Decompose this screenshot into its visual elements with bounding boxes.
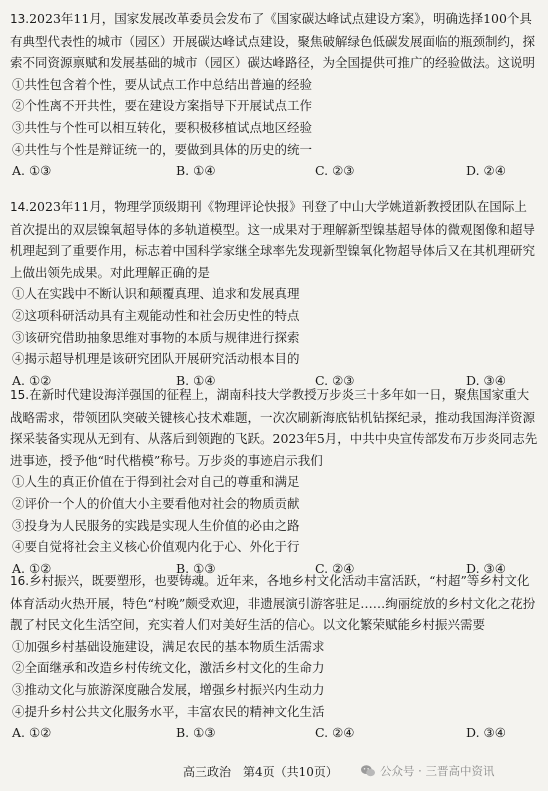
choice-b: B. ①④ bbox=[176, 372, 216, 388]
page-number: 高三政治 第4页（共10页） bbox=[183, 765, 338, 779]
question-13 bbox=[10, 8, 538, 182]
choice-b: B. ①③ bbox=[176, 725, 216, 741]
question-number: 16. bbox=[10, 574, 30, 588]
option-statement: ①加强乡村基础设施建设，满足农民的基本物质生活需求 bbox=[12, 638, 325, 654]
question-stem bbox=[10, 570, 538, 636]
option-statement: ②这项科研活动具有主观能动性和社会历史性的特点 bbox=[12, 307, 300, 323]
question-text: 2023年11月，国家发展改革委员会发布了《国家碳达峰试点建设方案》，明确选择100个具有典型代表性的城市（园区）开展碳达峰试点建设，聚焦破解绿色低碳发展面临的瓶颈制约，探索不同资源禀赋和发展基础的城市（园区）碳达峰路径，为全国提供可推广的经验做法。这说明 bbox=[10, 11, 536, 71]
option-statement: ④要自觉将社会主义核心价值观内化于心、外化于行 bbox=[12, 539, 300, 555]
watermark-text: 公众号 · 三晋高中资讯 bbox=[380, 764, 495, 778]
page-footer bbox=[0, 763, 548, 785]
option-statement: ③该研究借助抽象思维对事物的本质与规律进行探索 bbox=[12, 329, 300, 345]
option-statement: ③推动文化与旅游深度融合发展，增强乡村振兴内生动力 bbox=[12, 681, 325, 697]
choice-d: D. ③④ bbox=[466, 560, 506, 576]
question-stem bbox=[10, 196, 538, 283]
watermark bbox=[360, 763, 494, 779]
choice-b: B. ①④ bbox=[176, 163, 216, 179]
option-statement: ②全面继承和改造乡村传统文化，激活乡村文化的生命力 bbox=[12, 660, 325, 676]
choice-c: C. ②③ bbox=[315, 163, 355, 179]
question-stem bbox=[10, 8, 538, 74]
answer-choices bbox=[10, 722, 538, 744]
choice-a: A. ①③ bbox=[12, 163, 52, 179]
question-number: 13. bbox=[10, 12, 30, 26]
option-statement: ②个性离不开共性，要在建设方案指导下开展试点工作 bbox=[12, 98, 313, 114]
choice-c: C. ②③ bbox=[315, 372, 355, 388]
option-statement: ①人生的真正价值在于得到社会对自己的尊重和满足 bbox=[12, 474, 300, 490]
answer-choices bbox=[10, 160, 538, 182]
choice-d: D. ③④ bbox=[466, 372, 506, 388]
option-statement: ④提升乡村公共文化服务水平，丰富农民的精神文化生活 bbox=[12, 703, 325, 719]
wechat-icon bbox=[360, 763, 376, 779]
option-statement: ③投身为人民服务的实践是实现人生价值的必由之路 bbox=[12, 517, 300, 533]
option-statement: ③共性与个性可以相互转化，要积极移植试点地区经验 bbox=[12, 119, 313, 135]
question-text: 2023年11月，物理学顶级期刊《物理评论快报》刊登了中山大学姚道新教授团队在国际上首次提出的双层镍氧超导体的多轨道模型。这一成果对于理解新型镍基超导体的微观图像和超导机理起到了重要作用，标志着中国科学家继全球率先发现新型镍氧化物超导体后又在其机理研究上做出领先成果。对此理解正确的是 bbox=[10, 199, 536, 280]
question-16 bbox=[10, 570, 538, 744]
question-number: 15. bbox=[10, 388, 30, 402]
question-stem bbox=[10, 384, 538, 471]
choice-d: D. ②④ bbox=[466, 163, 506, 179]
choice-a: A. ①② bbox=[12, 725, 52, 741]
option-statement: ①共性包含着个性，要从试点工作中总结出普遍的经验 bbox=[12, 76, 313, 92]
question-number: 14. bbox=[10, 200, 30, 214]
option-statement: ①人在实践中不断认识和颠覆真理、追求和发展真理 bbox=[12, 286, 300, 302]
choice-d: D. ③④ bbox=[466, 725, 506, 741]
question-14 bbox=[10, 196, 538, 391]
question-15 bbox=[10, 384, 538, 579]
question-text: 乡村振兴，既要塑形，也要铸魂。近年来，各地乡村文化活动丰富活跃，“村超”等乡村文化体育活动火热开展，特色“村晚”颇受欢迎，非遗展演引游客驻足……绚丽绽放的乡村文化之花扮靓了村民文化生活空间，充实着人们对美好生活的信心。以文化繁荣赋能乡村振兴需要 bbox=[10, 573, 536, 633]
choice-c: C. ②④ bbox=[315, 560, 355, 576]
choice-a: A. ①② bbox=[12, 560, 52, 576]
question-text: 在新时代建设海洋强国的征程上，湖南科技大学教授万步炎三十多年如一日，聚焦国家重大战略需求，带领团队突破关键核心技术难题，一次次刷新海底钻机钻探纪录，推动我国海洋资源探采装备实现从无到有、从落后到领跑的飞跃。2023年5月，中共中央宣传部发布万步炎同志先进事迹，授予他“时代楷模”称号。万步炎的事迹启示我们 bbox=[10, 387, 538, 468]
choice-a: A. ①② bbox=[12, 372, 52, 388]
choice-b: B. ①③ bbox=[176, 560, 216, 576]
option-statement: ④共性与个性是辩证统一的，要做到具体的历史的统一 bbox=[12, 141, 313, 157]
option-statement: ②评价一个人的价值大小主要看他对社会的物质贡献 bbox=[12, 495, 300, 511]
choice-c: C. ②④ bbox=[315, 725, 355, 741]
option-statement: ④揭示超导机理是该研究团队开展研究活动根本目的 bbox=[12, 351, 300, 367]
